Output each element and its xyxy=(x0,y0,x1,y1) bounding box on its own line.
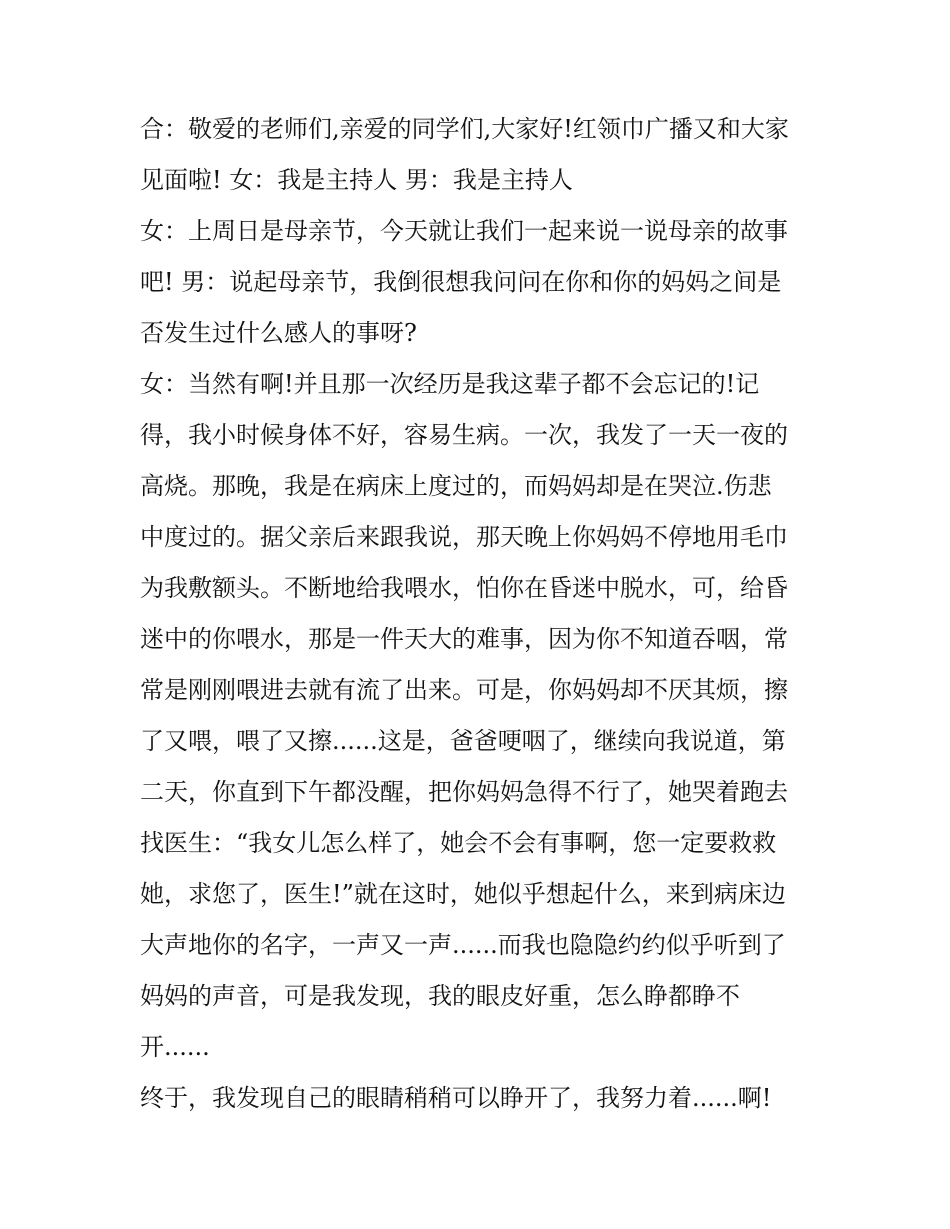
text-line: 妈妈的声音，可是我发现，我的眼皮好重，怎么睁都睁不 xyxy=(140,982,740,1010)
text-line: 了又喂，喂了又擦......这是，爸爸哽咽了，继续向我说道，第 xyxy=(140,727,786,755)
text-line: 为我敷额头。不断地给我喂水，怕你在昏迷中脱水，可，给昏 xyxy=(140,574,788,602)
text-line: 开...... xyxy=(140,1033,210,1061)
text-line: 吧! 男：说起母亲节，我倒很想我问问在你和你的妈妈之间是 xyxy=(140,268,782,296)
text-line: 否发生过什么感人的事呀? xyxy=(140,319,417,347)
text-line: 女：当然有啊!并且那一次经历是我这辈子都不会忘记的!记 xyxy=(140,370,760,398)
text-line: 找医生：“我女儿怎么样了，她会不会有事啊，您一定要救救 xyxy=(140,829,777,857)
text-line: 高烧。那晚，我是在病床上度过的，而妈妈却是在哭泣.伤悲 xyxy=(140,472,772,500)
text-line: 合：敬爱的老师们,亲爱的同学们,大家好!红领巾广播又和大家 xyxy=(140,115,789,143)
text-line: 迷中的你喂水，那是一件天大的难事，因为你不知道吞咽，常 xyxy=(140,625,788,653)
text-line: 终于，我发现自己的眼睛稍稍可以睁开了，我努力着......啊! xyxy=(140,1084,772,1112)
text-line: 大声地你的名字，一声又一声......而我也隐隐约约似乎听到了 xyxy=(140,931,786,959)
text-line: 女：上周日是母亲节，今天就让我们一起来说一说母亲的故事 xyxy=(140,217,788,245)
text-line: 常是刚刚喂进去就有流了出来。可是，你妈妈却不厌其烦，擦 xyxy=(140,676,788,704)
text-line: 她，求您了，医生!”就在这时，她似乎想起什么，来到病床边 xyxy=(140,880,786,908)
text-line: 见面啦! 女：我是主持人 男：我是主持人 xyxy=(140,166,573,194)
text-line: 得，我小时候身体不好，容易生病。一次，我发了一天一夜的 xyxy=(140,421,788,449)
text-line: 二天，你直到下午都没醒，把你妈妈急得不行了，她哭着跑去 xyxy=(140,778,788,806)
text-line: 中度过的。据父亲后来跟我说，那天晚上你妈妈不停地用毛巾 xyxy=(140,523,788,551)
